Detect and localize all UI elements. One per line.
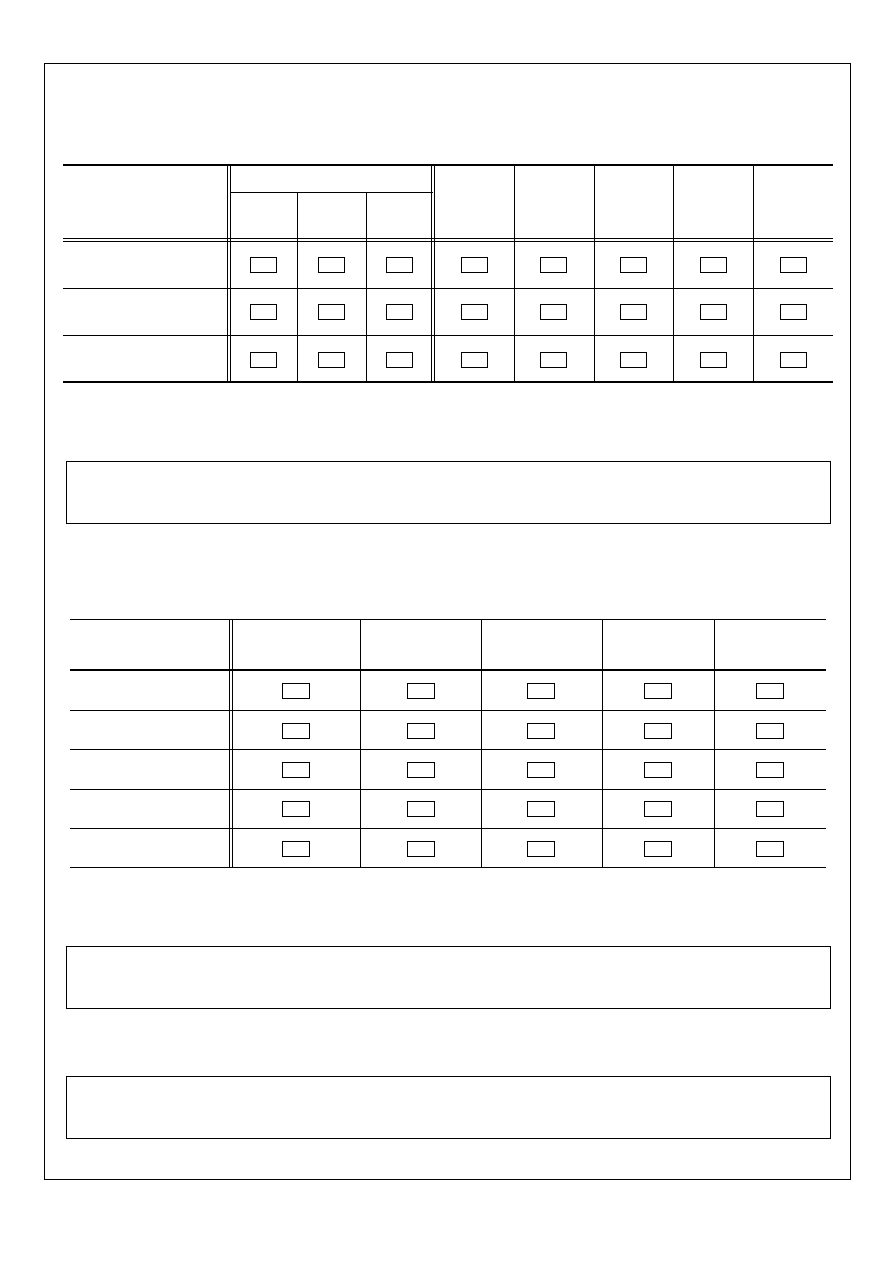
table1-col-divider [753, 164, 754, 383]
table2-checkbox[interactable] [756, 841, 784, 857]
table1-row-divider [63, 335, 833, 336]
table2-col-divider [481, 619, 482, 868]
table1-top-border [63, 164, 833, 166]
table2-checkbox[interactable] [407, 723, 435, 739]
table2-checkbox[interactable] [407, 683, 435, 699]
table2-col-divider [602, 619, 603, 868]
table1-checkbox[interactable] [461, 304, 488, 320]
table1-checkbox[interactable] [250, 304, 277, 320]
table1-checkbox[interactable] [780, 352, 807, 368]
comment-box-3[interactable] [66, 1076, 831, 1139]
table2-col-divider [360, 619, 361, 868]
table1-checkbox[interactable] [620, 352, 647, 368]
table1-checkbox[interactable] [386, 352, 413, 368]
table2-checkbox[interactable] [282, 683, 310, 699]
table1-checkbox[interactable] [386, 257, 413, 273]
table2-label-divider [229, 619, 233, 868]
table1-bottom-border [63, 381, 833, 383]
table2-row-divider [70, 749, 826, 750]
table2-checkbox[interactable] [282, 841, 310, 857]
table1-col-divider [594, 164, 595, 383]
table1-label-divider [227, 164, 231, 383]
comment-box-2[interactable] [66, 946, 831, 1009]
table2-checkbox[interactable] [756, 762, 784, 778]
table2-checkbox[interactable] [282, 723, 310, 739]
table2-checkbox[interactable] [282, 762, 310, 778]
table2-bottom-border [70, 867, 826, 868]
table2-checkbox[interactable] [407, 801, 435, 817]
table1-checkbox[interactable] [540, 304, 567, 320]
table1-col-divider [673, 164, 674, 383]
table2-checkbox[interactable] [282, 801, 310, 817]
table1-checkbox[interactable] [461, 257, 488, 273]
table2-header-divider [70, 669, 826, 671]
table2-checkbox[interactable] [527, 683, 555, 699]
table2-col-divider [714, 619, 715, 868]
table1-checkbox[interactable] [250, 257, 277, 273]
table1-checkbox[interactable] [700, 257, 727, 273]
comment-box-1[interactable] [66, 461, 831, 524]
table2-checkbox[interactable] [527, 723, 555, 739]
table1-col-divider [514, 164, 515, 383]
table1-header-divider [63, 238, 833, 242]
table2-checkbox[interactable] [644, 723, 672, 739]
page-frame [44, 63, 851, 1180]
table1-group-divider [431, 164, 435, 383]
table1-checkbox[interactable] [780, 257, 807, 273]
table1-checkbox[interactable] [540, 257, 567, 273]
table1-checkbox[interactable] [780, 304, 807, 320]
table1-checkbox[interactable] [250, 352, 277, 368]
table2-row-divider [70, 789, 826, 790]
table2-checkbox[interactable] [756, 723, 784, 739]
table1-col-divider [366, 192, 367, 383]
table2-checkbox[interactable] [527, 841, 555, 857]
table1-col-divider [297, 192, 298, 383]
table2-checkbox[interactable] [644, 841, 672, 857]
table2-checkbox[interactable] [644, 683, 672, 699]
table1-row-divider [63, 288, 833, 289]
table2-top-border [70, 619, 826, 620]
table1-checkbox[interactable] [318, 352, 345, 368]
table2-row-divider [70, 828, 826, 829]
table1-checkbox[interactable] [700, 352, 727, 368]
table2-checkbox[interactable] [644, 801, 672, 817]
table1-checkbox[interactable] [700, 304, 727, 320]
table2-checkbox[interactable] [407, 841, 435, 857]
table1-checkbox[interactable] [620, 257, 647, 273]
table1-checkbox[interactable] [540, 352, 567, 368]
table2-checkbox[interactable] [527, 762, 555, 778]
table2-checkbox[interactable] [644, 762, 672, 778]
table1-checkbox[interactable] [318, 257, 345, 273]
table1-checkbox[interactable] [620, 304, 647, 320]
table1-group-underline [231, 192, 433, 193]
table1-checkbox[interactable] [318, 304, 345, 320]
table2-row-divider [70, 710, 826, 711]
table1-checkbox[interactable] [386, 304, 413, 320]
table2-checkbox[interactable] [756, 683, 784, 699]
table2-checkbox[interactable] [756, 801, 784, 817]
table2-checkbox[interactable] [527, 801, 555, 817]
table1-checkbox[interactable] [461, 352, 488, 368]
table2-checkbox[interactable] [407, 762, 435, 778]
